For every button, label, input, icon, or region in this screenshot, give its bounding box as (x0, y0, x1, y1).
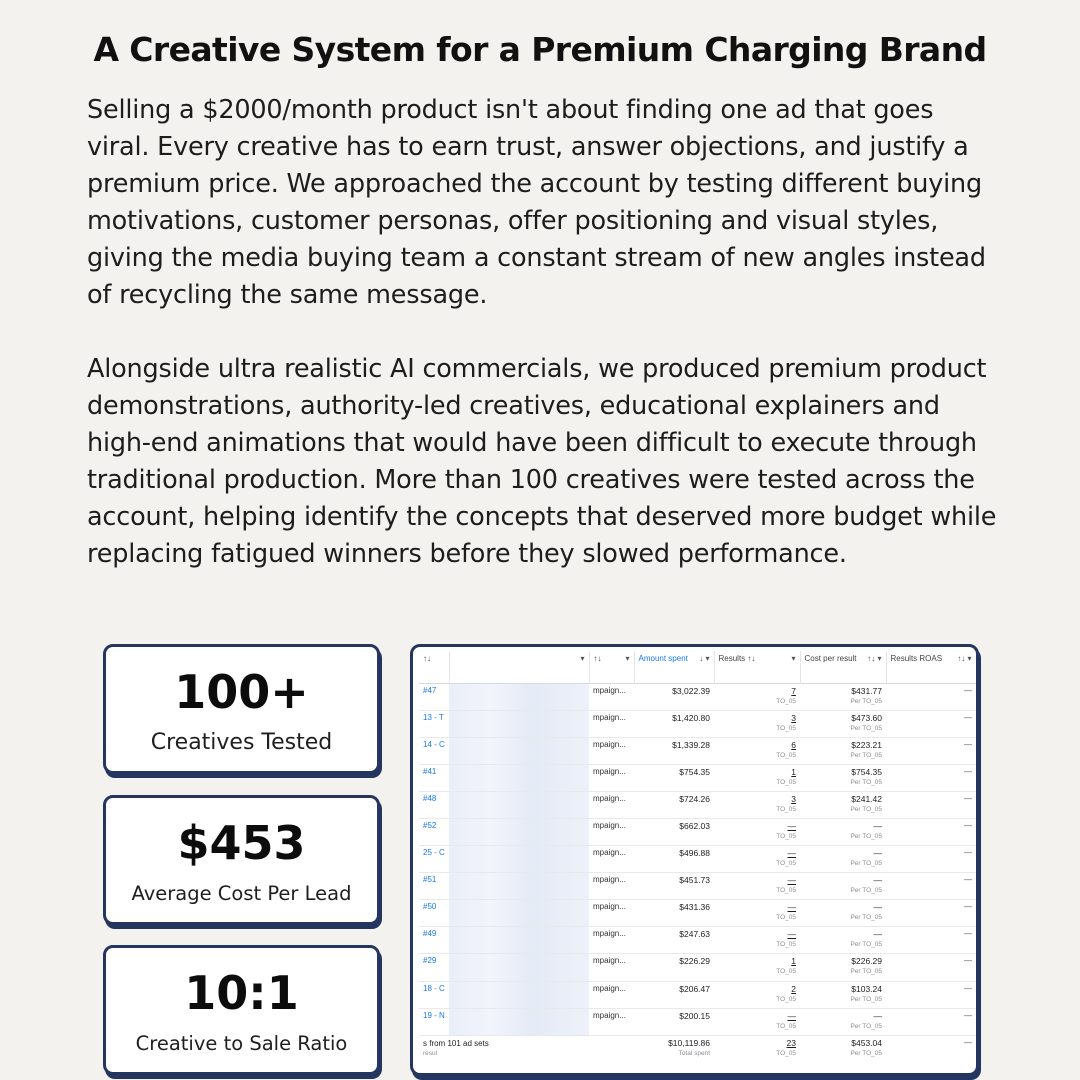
results-value: 2 (791, 983, 796, 994)
cost-value: $226.29 (851, 956, 882, 967)
results-cell (714, 900, 800, 927)
cost-per-result-cell (800, 900, 886, 927)
total-cost-metric: Per TO_05 (850, 1049, 882, 1057)
results-value: 3 (791, 793, 796, 804)
results-value: — (787, 1010, 796, 1021)
cost-metric: Per TO_05 (850, 860, 882, 868)
results-value: 6 (791, 739, 796, 750)
total-amount-cell (634, 1035, 714, 1065)
cost-metric: Per TO_05 (850, 887, 882, 895)
campaign-name[interactable]: mpaign... (589, 927, 634, 954)
results-cell (714, 981, 800, 1008)
page-title: A Creative System for a Premium Charging Brand (93, 30, 987, 69)
total-roas-cell: — (964, 1037, 972, 1047)
ad-set-id[interactable]: #49 (419, 927, 449, 954)
results-cell (714, 791, 800, 818)
roas-cell: — (886, 846, 976, 873)
campaign-name[interactable]: mpaign... (589, 954, 634, 981)
table-row[interactable] (419, 764, 976, 791)
cost-value: $103.24 (851, 983, 882, 994)
results-metric: TO_05 (776, 832, 796, 840)
ad-set-id[interactable]: #52 (419, 818, 449, 845)
redacted-name (449, 954, 589, 981)
chevron-down-icon[interactable]: ▾ (625, 654, 630, 663)
cost-per-result-cell (800, 846, 886, 873)
roas-cell: — (886, 710, 976, 737)
campaign-name[interactable]: mpaign... (589, 981, 634, 1008)
cost-value: — (873, 1010, 882, 1021)
results-value: — (787, 820, 796, 831)
table-row[interactable] (419, 791, 976, 818)
results-metric: TO_05 (776, 887, 796, 895)
results-metric: TO_05 (776, 778, 796, 786)
cost-value: — (873, 902, 882, 913)
redacted-name (449, 764, 589, 791)
stat-label: Creatives Tested (150, 730, 333, 755)
results-cell (714, 737, 800, 764)
table-row[interactable] (419, 710, 976, 737)
cost-metric: Per TO_05 (850, 805, 882, 813)
cost-metric: Per TO_05 (850, 751, 882, 759)
table-total-row (419, 1035, 976, 1065)
cost-per-result-cell (800, 764, 886, 791)
redacted-name (449, 818, 589, 845)
roas-cell: — (886, 873, 976, 900)
total-results-metric: TO_05 (776, 1049, 796, 1057)
results-value: — (787, 929, 796, 940)
ad-set-id[interactable]: #50 (419, 900, 449, 927)
cost-value: — (873, 820, 882, 831)
results-cell (714, 683, 800, 710)
ad-set-id[interactable]: #47 (419, 683, 449, 710)
roas-cell: — (886, 791, 976, 818)
cost-per-result-cell (800, 683, 886, 710)
results-value: — (787, 848, 796, 859)
table-row[interactable] (419, 818, 976, 845)
sort-icon[interactable]: ↑↓ ▾ (957, 654, 972, 663)
ad-set-id[interactable]: 18 - C (419, 981, 449, 1008)
cost-value: $473.60 (851, 712, 882, 723)
roas-cell: — (886, 1008, 976, 1035)
cost-value: — (873, 875, 882, 886)
ad-sets-table (419, 651, 977, 1065)
ad-set-id[interactable]: #41 (419, 764, 449, 791)
total-results: 23 (786, 1037, 796, 1048)
campaign-name[interactable]: mpaign... (589, 873, 634, 900)
col-header-results-roas[interactable]: Results ROAS ↑↓ ▾ (886, 651, 976, 683)
redacted-name (449, 846, 589, 873)
amount-spent: $1,339.28 (634, 737, 714, 764)
ad-set-id[interactable]: 19 - N (419, 1008, 449, 1035)
results-metric: TO_05 (776, 968, 796, 976)
campaign-name[interactable]: mpaign... (589, 818, 634, 845)
cost-per-result-cell (800, 710, 886, 737)
cost-value: — (873, 848, 882, 859)
total-results-cell (714, 1035, 800, 1065)
roas-cell: — (886, 900, 976, 927)
table-row[interactable] (419, 927, 976, 954)
results-cell (714, 873, 800, 900)
cost-metric: Per TO_05 (850, 914, 882, 922)
ad-set-id[interactable]: 14 - C (419, 737, 449, 764)
cost-metric: Per TO_05 (850, 832, 882, 840)
roas-cell: — (886, 818, 976, 845)
cost-value: $431.77 (851, 685, 882, 696)
results-metric: TO_05 (776, 1022, 796, 1030)
table-row[interactable] (419, 683, 976, 710)
results-cell (714, 764, 800, 791)
table-row[interactable] (419, 1008, 976, 1035)
amount-spent: $200.15 (634, 1008, 714, 1035)
table-row[interactable] (419, 737, 976, 764)
stat-card-creative-sale-ratio (103, 945, 380, 1075)
stat-value: $453 (177, 816, 306, 870)
redacted-name (449, 981, 589, 1008)
chevron-down-icon[interactable]: ▾ (580, 654, 585, 663)
amount-spent: $3,022.39 (634, 683, 714, 710)
results-metric: TO_05 (776, 860, 796, 868)
amount-spent: $724.26 (634, 791, 714, 818)
amount-spent: $754.35 (634, 764, 714, 791)
amount-spent: $226.29 (634, 954, 714, 981)
results-value: 1 (791, 766, 796, 777)
redacted-name (449, 927, 589, 954)
results-cell (714, 1008, 800, 1035)
cost-value: $241.42 (851, 793, 882, 804)
cost-per-result-cell (800, 818, 886, 845)
cost-per-result-cell (800, 927, 886, 954)
campaign-name[interactable]: mpaign... (589, 900, 634, 927)
results-value: — (787, 902, 796, 913)
results-metric: TO_05 (776, 724, 796, 732)
cost-metric: Per TO_05 (850, 995, 882, 1003)
results-metric: TO_05 (776, 805, 796, 813)
campaign-name[interactable]: mpaign... (589, 764, 634, 791)
redacted-name (449, 710, 589, 737)
total-label-text: s from 101 ad sets (423, 1038, 489, 1048)
cost-metric: Per TO_05 (850, 968, 882, 976)
results-metric: TO_05 (776, 995, 796, 1003)
table-header-row (419, 651, 976, 683)
col-header-id[interactable]: ↑↓ (419, 651, 449, 683)
cost-metric: Per TO_05 (850, 778, 882, 786)
results-metric: TO_05 (776, 914, 796, 922)
campaign-name[interactable]: mpaign... (589, 791, 634, 818)
col-header-campaign[interactable]: ↑↓ ▾ (589, 651, 634, 683)
campaign-name[interactable]: mpaign... (589, 846, 634, 873)
cost-per-result-cell (800, 954, 886, 981)
cost-per-result-cell (800, 873, 886, 900)
total-cost-cell (800, 1035, 886, 1065)
cost-value: $754.35 (851, 766, 882, 777)
sort-down-icon[interactable]: ↓ ▾ (699, 654, 710, 663)
total-cost: $453.04 (851, 1037, 882, 1048)
results-value: — (787, 875, 796, 886)
cost-per-result-cell (800, 981, 886, 1008)
results-value: 3 (791, 712, 796, 723)
amount-spent: $431.36 (634, 900, 714, 927)
stat-value: 100+ (174, 665, 309, 719)
campaign-name[interactable]: mpaign... (589, 1008, 634, 1035)
results-cell (714, 927, 800, 954)
results-value: 7 (791, 685, 796, 696)
amount-spent: $496.88 (634, 846, 714, 873)
results-metric: TO_05 (776, 751, 796, 759)
cost-per-result-cell (800, 791, 886, 818)
intro-paragraph: Selling a $2000/month product isn't about finding one ad that goes viral. Every creative has to earn trust, answer objections, and justify a premium price. We approached the account by testing different buying motivations, customer personas, offer positioning and visual styles, giving the media buying team a constant stream of new angles instead of recycling the same message. (87, 95, 986, 310)
table-row[interactable] (419, 900, 976, 927)
amount-spent: $1,420.80 (634, 710, 714, 737)
production-paragraph: Alongside ultra realistic AI commercials, we produced premium product demonstrations, authority-led creatives, educational explainers and high-end animations that would have been difficult to execute through traditional production. More than 100 creatives were tested across the account, helping identify the concepts that deserved more budget while replacing fatigued winners before they slowed performance. (87, 354, 997, 569)
table-row[interactable] (419, 873, 976, 900)
roas-cell: — (886, 954, 976, 981)
ad-set-id[interactable]: #48 (419, 791, 449, 818)
cost-value: — (873, 929, 882, 940)
cost-metric: Per TO_05 (850, 1022, 882, 1030)
campaign-name[interactable]: mpaign... (589, 683, 634, 710)
col-header-amount-spent[interactable]: Amount spent ↓ ▾ (634, 651, 714, 683)
col-header-name[interactable] (449, 651, 589, 683)
results-value: 1 (791, 956, 796, 967)
ad-set-id[interactable]: 25 - C (419, 846, 449, 873)
cost-per-result-cell (800, 1008, 886, 1035)
ads-manager-table-screenshot (410, 644, 979, 1076)
amount-spent: $451.73 (634, 873, 714, 900)
stat-label: Average Cost Per Lead (131, 882, 352, 905)
cost-metric: Per TO_05 (850, 941, 882, 949)
roas-cell: — (886, 737, 976, 764)
table-row[interactable] (419, 846, 976, 873)
total-amount-metric: Total spent (678, 1049, 710, 1057)
redacted-name (449, 737, 589, 764)
roas-cell: — (886, 764, 976, 791)
results-metric: TO_05 (776, 941, 796, 949)
ad-set-id[interactable]: #29 (419, 954, 449, 981)
cost-value: $223.21 (851, 739, 882, 750)
table-row[interactable] (419, 981, 976, 1008)
redacted-name (449, 683, 589, 710)
roas-cell: — (886, 927, 976, 954)
stat-label: Creative to Sale Ratio (135, 1032, 348, 1055)
stat-value: 10:1 (184, 966, 299, 1020)
sort-icon[interactable]: ↑↓ ▾ (867, 654, 882, 663)
campaign-name[interactable]: mpaign... (589, 710, 634, 737)
results-metric: TO_05 (776, 697, 796, 705)
stat-card-cost-per-lead (103, 795, 380, 925)
cost-per-result-cell (800, 737, 886, 764)
chevron-down-icon[interactable]: ▾ (791, 654, 796, 663)
results-cell (714, 846, 800, 873)
amount-spent: $662.03 (634, 818, 714, 845)
cost-metric: Per TO_05 (850, 724, 882, 732)
results-cell (714, 818, 800, 845)
col-header-cost-per-result[interactable]: Cost per result ↑↓ ▾ (800, 651, 886, 683)
results-cell (714, 710, 800, 737)
total-amount: $10,119.86 (668, 1037, 710, 1048)
total-label-sub: resul (423, 1049, 438, 1057)
ad-set-id[interactable]: 13 - T (419, 710, 449, 737)
amount-spent: $206.47 (634, 981, 714, 1008)
ad-set-id[interactable]: #51 (419, 873, 449, 900)
stat-card-creatives (103, 644, 380, 774)
roas-cell: — (886, 981, 976, 1008)
amount-spent: $247.63 (634, 927, 714, 954)
redacted-name (449, 873, 589, 900)
results-cell (714, 954, 800, 981)
cost-metric: Per TO_05 (850, 697, 882, 705)
col-header-results[interactable]: Results ↑↓ ▾ (714, 651, 800, 683)
roas-cell: — (886, 683, 976, 710)
total-label (419, 1035, 634, 1065)
campaign-name[interactable]: mpaign... (589, 737, 634, 764)
redacted-name (449, 791, 589, 818)
redacted-name (449, 900, 589, 927)
redacted-name (449, 1008, 589, 1035)
table-row[interactable] (419, 954, 976, 981)
